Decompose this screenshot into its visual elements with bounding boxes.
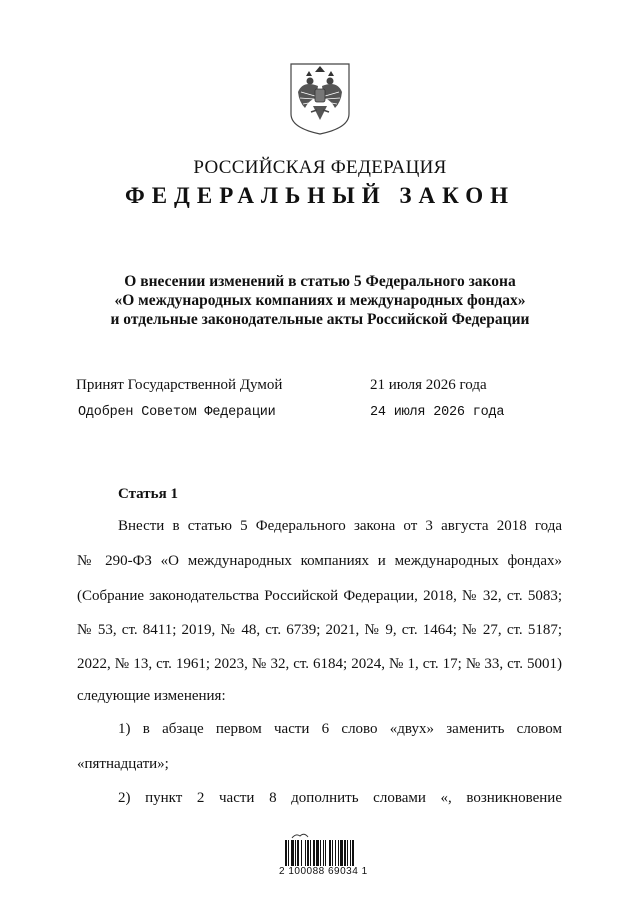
article-heading: Статья 1 bbox=[118, 486, 178, 502]
paragraph-line: следующие изменения: bbox=[77, 688, 226, 704]
paragraph-line: Внести в статью 5 Федерального закона от 3 августа 2018 года bbox=[118, 518, 562, 534]
law-title-line-3: и отдельные законодательные акты Российской Федерации bbox=[110, 311, 530, 328]
list-item-line: 1) в абзаце первом части 6 слово «двух» заменить словом bbox=[118, 721, 562, 737]
paragraph-line: № 290-ФЗ «О международных компаниях и международных фондах» bbox=[77, 553, 562, 569]
list-item-line: «пятнадцати»; bbox=[77, 756, 169, 772]
paragraph-line: 2022, № 13, ст. 1961; 2023, № 32, ст. 6184; 2024, № 1, ст. 17; № 33, ст. 5001) bbox=[77, 656, 562, 672]
country-name: РОССИЙСКАЯ ФЕДЕРАЦИЯ bbox=[193, 157, 447, 178]
duma-adoption-label: Принят Государственной Думой bbox=[76, 377, 283, 393]
coat-of-arms-icon bbox=[289, 62, 351, 136]
document-type: ФЕДЕРАЛЬНЫЙ ЗАКОН bbox=[124, 183, 516, 208]
barcode-icon bbox=[284, 832, 360, 866]
law-title-line-1: О внесении изменений в статью 5 Федерального закона bbox=[124, 273, 516, 290]
paragraph-line: № 53, ст. 8411; 2019, № 48, ст. 6739; 2021, № 9, ст. 1464; № 27, ст. 5187; bbox=[77, 622, 562, 638]
council-approval-date: 24 июля 2026 года bbox=[370, 405, 505, 420]
council-approval-label: Одобрен Советом Федерации bbox=[78, 405, 276, 420]
list-item-line: 2) пункт 2 части 8 дополнить словами «, возникновение bbox=[118, 790, 562, 806]
law-title-line-2: «О международных компаниях и международных фондах» bbox=[114, 292, 526, 309]
duma-adoption-date: 21 июля 2026 года bbox=[370, 377, 487, 393]
paragraph-line: (Собрание законодательства Российской Федерации, 2018, № 32, ст. 5083; bbox=[77, 588, 562, 604]
barcode-number: 2 100088 69034 1 bbox=[279, 866, 368, 877]
